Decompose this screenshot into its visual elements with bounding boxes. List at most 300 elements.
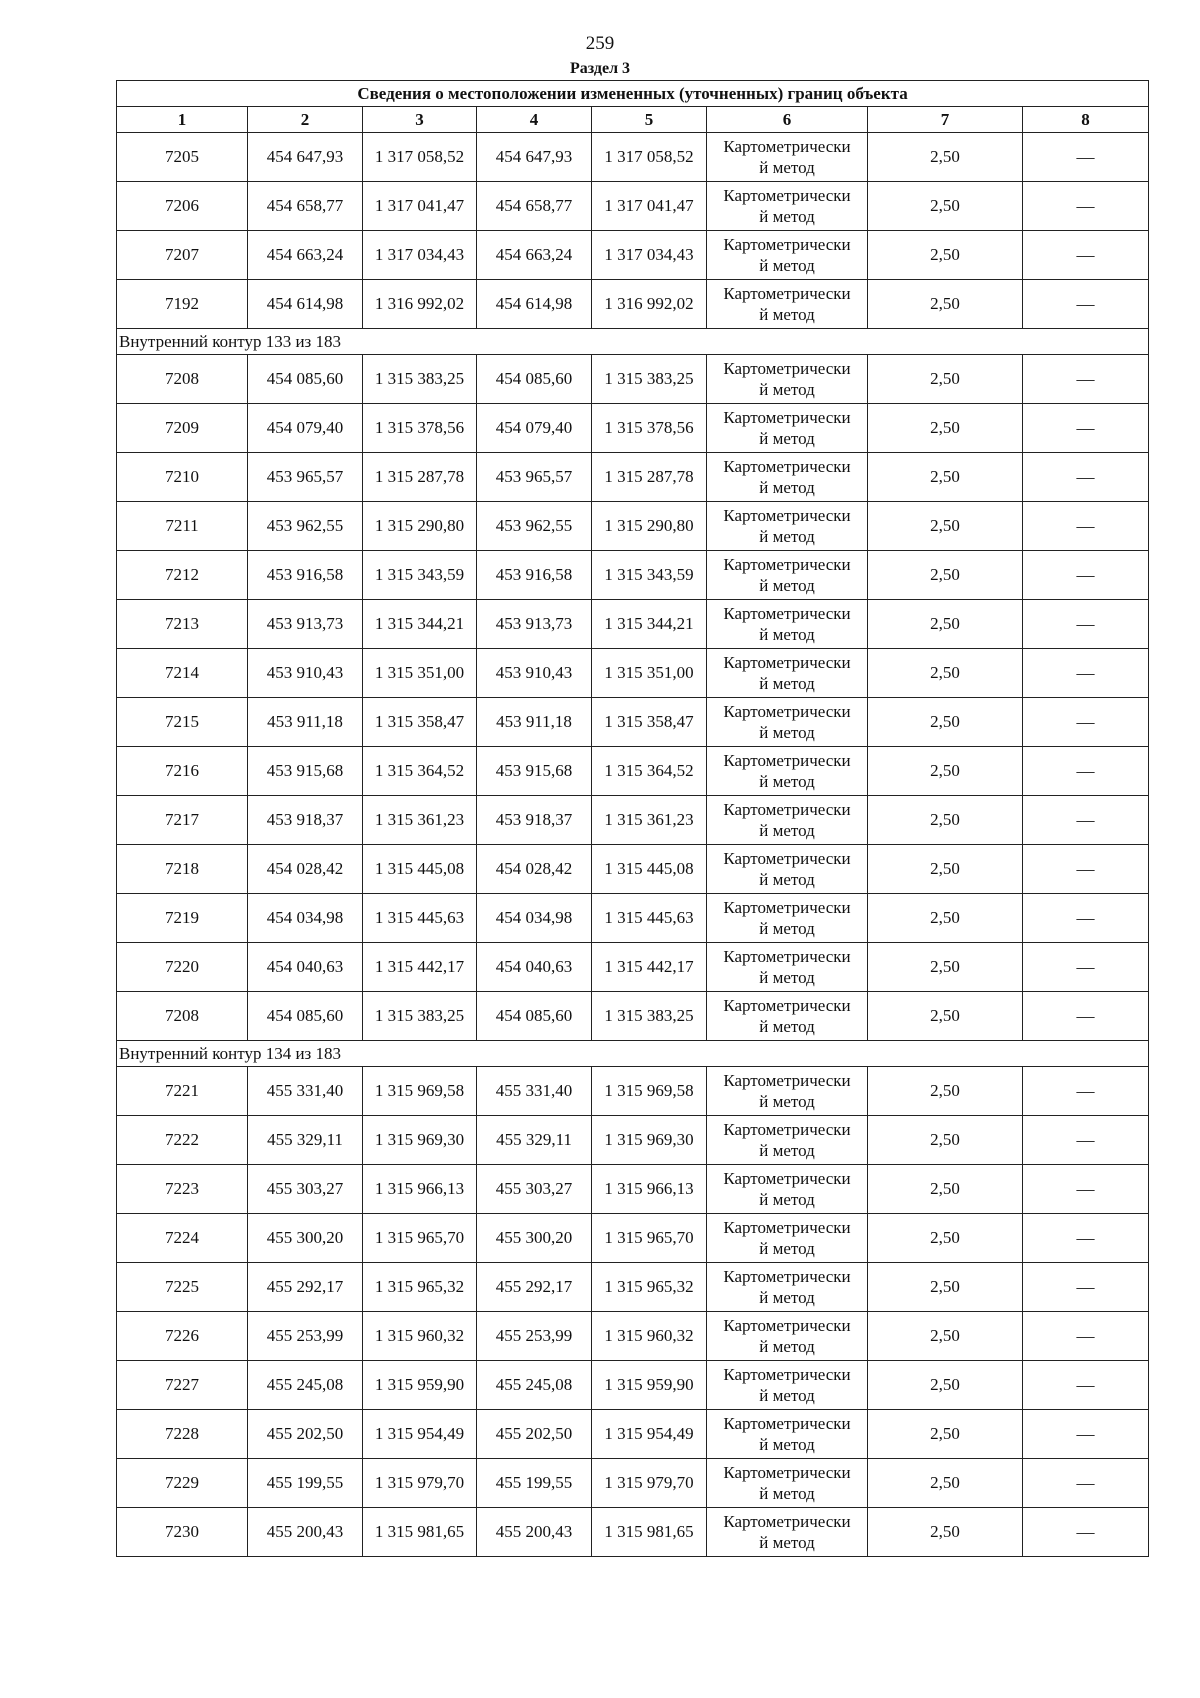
method-line-1: Картометрически [723,137,851,156]
method-cell [707,1263,868,1312]
point-id-cell: 7226 [117,1312,248,1361]
x-new-cell: 455 329,11 [477,1116,592,1165]
point-id-cell: 7219 [117,894,248,943]
y-old-cell: 1 316 992,02 [363,280,477,329]
method-line-2: й метод [759,1141,815,1160]
point-id-cell: 7222 [117,1116,248,1165]
table-row [117,1361,1149,1410]
method-line-2: й метод [759,870,815,889]
method-line-1: Картометрически [723,849,851,868]
accuracy-cell: 2,50 [868,698,1023,747]
accuracy-cell: 2,50 [868,502,1023,551]
point-id-cell: 7213 [117,600,248,649]
method-line-1: Картометрически [723,996,851,1015]
x-old-cell: 453 965,57 [248,453,363,502]
y-old-cell: 1 315 965,70 [363,1214,477,1263]
method-cell [707,231,868,280]
point-id-cell: 7228 [117,1410,248,1459]
point-id-cell: 7211 [117,502,248,551]
y-old-cell: 1 315 383,25 [363,992,477,1041]
note-cell: — [1023,845,1149,894]
method-cell [707,1361,868,1410]
method-line-1: Картометрически [723,1071,851,1090]
note-cell: — [1023,1263,1149,1312]
table-row [117,404,1149,453]
method-cell [707,1312,868,1361]
y-new-cell: 1 315 364,52 [592,747,707,796]
point-id-cell: 7206 [117,182,248,231]
note-cell: — [1023,1361,1149,1410]
x-new-cell: 454 034,98 [477,894,592,943]
x-old-cell: 454 079,40 [248,404,363,453]
method-line-1: Картометрически [723,359,851,378]
method-line-1: Картометрически [723,1169,851,1188]
accuracy-cell: 2,50 [868,1361,1023,1410]
method-cell [707,1214,868,1263]
coordinates-table [116,80,1149,1557]
method-cell [707,698,868,747]
page-number: 259 [585,33,615,54]
y-old-cell: 1 315 954,49 [363,1410,477,1459]
method-line-1: Картометрически [723,284,851,303]
y-old-cell: 1 315 965,32 [363,1263,477,1312]
method-cell [707,992,868,1041]
y-new-cell: 1 315 979,70 [592,1459,707,1508]
x-old-cell: 453 910,43 [248,649,363,698]
point-id-cell: 7225 [117,1263,248,1312]
x-new-cell: 454 079,40 [477,404,592,453]
note-cell: — [1023,453,1149,502]
method-line-2: й метод [759,772,815,791]
table-row [117,453,1149,502]
method-cell [707,894,868,943]
y-old-cell: 1 317 041,47 [363,182,477,231]
method-line-2: й метод [759,478,815,497]
accuracy-cell: 2,50 [868,1067,1023,1116]
method-line-1: Картометрически [723,653,851,672]
column-header: 2 [248,107,363,133]
table-caption: Сведения о местоположении измененных (уточненных) границ объекта [117,81,1149,107]
accuracy-cell: 2,50 [868,943,1023,992]
x-new-cell: 454 663,24 [477,231,592,280]
accuracy-cell: 2,50 [868,992,1023,1041]
y-new-cell: 1 315 981,65 [592,1508,707,1557]
x-new-cell: 453 911,18 [477,698,592,747]
note-cell: — [1023,796,1149,845]
method-cell [707,1067,868,1116]
y-new-cell: 1 315 358,47 [592,698,707,747]
method-line-1: Картометрически [723,1414,851,1433]
accuracy-cell: 2,50 [868,1410,1023,1459]
point-id-cell: 7192 [117,280,248,329]
method-cell [707,1116,868,1165]
x-new-cell: 454 028,42 [477,845,592,894]
x-old-cell: 454 663,24 [248,231,363,280]
accuracy-cell: 2,50 [868,1508,1023,1557]
x-new-cell: 455 199,55 [477,1459,592,1508]
method-line-1: Картометрически [723,1120,851,1139]
method-line-2: й метод [759,1533,815,1552]
method-cell [707,845,868,894]
y-old-cell: 1 317 058,52 [363,133,477,182]
column-header: 3 [363,107,477,133]
column-header: 1 [117,107,248,133]
y-old-cell: 1 315 351,00 [363,649,477,698]
x-old-cell: 454 647,93 [248,133,363,182]
method-cell [707,355,868,404]
note-cell: — [1023,747,1149,796]
point-id-cell: 7208 [117,355,248,404]
note-cell: — [1023,182,1149,231]
y-old-cell: 1 315 343,59 [363,551,477,600]
method-cell [707,649,868,698]
point-id-cell: 7230 [117,1508,248,1557]
method-line-2: й метод [759,968,815,987]
table-row [117,649,1149,698]
x-old-cell: 455 200,43 [248,1508,363,1557]
x-new-cell: 453 915,68 [477,747,592,796]
accuracy-cell: 2,50 [868,845,1023,894]
accuracy-cell: 2,50 [868,1165,1023,1214]
x-old-cell: 453 962,55 [248,502,363,551]
point-id-cell: 7227 [117,1361,248,1410]
y-old-cell: 1 315 383,25 [363,355,477,404]
table-row [117,747,1149,796]
y-old-cell: 1 315 287,78 [363,453,477,502]
x-old-cell: 454 085,60 [248,992,363,1041]
method-line-2: й метод [759,1092,815,1111]
column-header: 5 [592,107,707,133]
note-cell: — [1023,649,1149,698]
y-new-cell: 1 315 383,25 [592,992,707,1041]
method-line-1: Картометрически [723,408,851,427]
point-id-cell: 7214 [117,649,248,698]
method-line-1: Картометрически [723,1218,851,1237]
column-header-row [117,107,1149,133]
method-line-1: Картометрически [723,186,851,205]
x-new-cell: 454 614,98 [477,280,592,329]
y-old-cell: 1 315 364,52 [363,747,477,796]
y-old-cell: 1 315 959,90 [363,1361,477,1410]
x-new-cell: 455 300,20 [477,1214,592,1263]
method-line-1: Картометрически [723,1365,851,1384]
accuracy-cell: 2,50 [868,182,1023,231]
note-cell: — [1023,355,1149,404]
x-new-cell: 455 253,99 [477,1312,592,1361]
point-id-cell: 7205 [117,133,248,182]
accuracy-cell: 2,50 [868,280,1023,329]
method-line-2: й метод [759,576,815,595]
column-header: 8 [1023,107,1149,133]
accuracy-cell: 2,50 [868,747,1023,796]
x-old-cell: 455 202,50 [248,1410,363,1459]
y-old-cell: 1 315 969,30 [363,1116,477,1165]
method-cell [707,943,868,992]
y-old-cell: 1 315 981,65 [363,1508,477,1557]
method-cell [707,404,868,453]
method-line-1: Картометрически [723,555,851,574]
accuracy-cell: 2,50 [868,1116,1023,1165]
note-cell: — [1023,1067,1149,1116]
x-new-cell: 454 658,77 [477,182,592,231]
note-cell: — [1023,698,1149,747]
y-new-cell: 1 315 966,13 [592,1165,707,1214]
x-new-cell: 454 085,60 [477,992,592,1041]
table-row [117,1312,1149,1361]
method-cell [707,182,868,231]
table-row [117,133,1149,182]
x-old-cell: 453 915,68 [248,747,363,796]
accuracy-cell: 2,50 [868,551,1023,600]
table-row [117,1165,1149,1214]
note-cell: — [1023,600,1149,649]
y-new-cell: 1 315 959,90 [592,1361,707,1410]
method-line-1: Картометрически [723,947,851,966]
y-old-cell: 1 315 442,17 [363,943,477,992]
y-old-cell: 1 315 344,21 [363,600,477,649]
x-new-cell: 454 040,63 [477,943,592,992]
point-id-cell: 7220 [117,943,248,992]
x-new-cell: 454 085,60 [477,355,592,404]
y-old-cell: 1 315 960,32 [363,1312,477,1361]
method-cell [707,600,868,649]
y-new-cell: 1 315 383,25 [592,355,707,404]
point-id-cell: 7223 [117,1165,248,1214]
x-old-cell: 454 034,98 [248,894,363,943]
method-line-1: Картометрически [723,506,851,525]
x-new-cell: 453 962,55 [477,502,592,551]
x-old-cell: 453 913,73 [248,600,363,649]
x-old-cell: 455 199,55 [248,1459,363,1508]
table-row [117,992,1149,1041]
x-new-cell: 453 913,73 [477,600,592,649]
method-line-1: Картометрически [723,898,851,917]
method-cell [707,551,868,600]
y-new-cell: 1 315 969,58 [592,1067,707,1116]
x-old-cell: 454 028,42 [248,845,363,894]
table-row [117,600,1149,649]
note-cell: — [1023,280,1149,329]
accuracy-cell: 2,50 [868,649,1023,698]
contour-label: Внутренний контур 134 из 183 [117,1041,1149,1067]
y-new-cell: 1 315 445,63 [592,894,707,943]
contour-row [117,1041,1149,1067]
table-row [117,943,1149,992]
y-new-cell: 1 315 969,30 [592,1116,707,1165]
x-new-cell: 455 202,50 [477,1410,592,1459]
method-line-2: й метод [759,1484,815,1503]
x-old-cell: 455 329,11 [248,1116,363,1165]
x-old-cell: 455 303,27 [248,1165,363,1214]
point-id-cell: 7229 [117,1459,248,1508]
method-line-1: Картометрически [723,800,851,819]
x-new-cell: 455 245,08 [477,1361,592,1410]
y-new-cell: 1 315 378,56 [592,404,707,453]
y-new-cell: 1 317 034,43 [592,231,707,280]
note-cell: — [1023,551,1149,600]
y-new-cell: 1 315 965,70 [592,1214,707,1263]
method-cell [707,502,868,551]
point-id-cell: 7209 [117,404,248,453]
note-cell: — [1023,943,1149,992]
table-row [117,182,1149,231]
x-old-cell: 455 331,40 [248,1067,363,1116]
method-line-2: й метод [759,207,815,226]
method-line-2: й метод [759,821,815,840]
accuracy-cell: 2,50 [868,1263,1023,1312]
x-old-cell: 454 614,98 [248,280,363,329]
method-line-1: Картометрически [723,702,851,721]
y-old-cell: 1 315 361,23 [363,796,477,845]
method-line-1: Картометрически [723,604,851,623]
method-line-2: й метод [759,1386,815,1405]
method-cell [707,1508,868,1557]
method-line-1: Картометрически [723,1267,851,1286]
method-line-2: й метод [759,1337,815,1356]
method-line-2: й метод [759,429,815,448]
x-new-cell: 453 916,58 [477,551,592,600]
method-line-2: й метод [759,625,815,644]
method-line-1: Картометрически [723,1512,851,1531]
note-cell: — [1023,133,1149,182]
note-cell: — [1023,1410,1149,1459]
x-new-cell: 453 910,43 [477,649,592,698]
point-id-cell: 7218 [117,845,248,894]
method-line-2: й метод [759,1190,815,1209]
method-cell [707,133,868,182]
y-old-cell: 1 315 966,13 [363,1165,477,1214]
table-row [117,796,1149,845]
accuracy-cell: 2,50 [868,796,1023,845]
method-line-2: й метод [759,256,815,275]
method-line-1: Картометрически [723,751,851,770]
note-cell: — [1023,502,1149,551]
note-cell: — [1023,1165,1149,1214]
method-cell [707,747,868,796]
method-line-2: й метод [759,1239,815,1258]
x-new-cell: 455 331,40 [477,1067,592,1116]
note-cell: — [1023,1459,1149,1508]
x-old-cell: 453 916,58 [248,551,363,600]
table-row [117,1263,1149,1312]
table-row [117,502,1149,551]
method-cell [707,453,868,502]
accuracy-cell: 2,50 [868,453,1023,502]
contour-row [117,329,1149,355]
x-new-cell: 455 200,43 [477,1508,592,1557]
point-id-cell: 7210 [117,453,248,502]
table-row [117,231,1149,280]
y-old-cell: 1 315 378,56 [363,404,477,453]
note-cell: — [1023,231,1149,280]
table-row [117,280,1149,329]
accuracy-cell: 2,50 [868,600,1023,649]
y-new-cell: 1 315 445,08 [592,845,707,894]
method-line-2: й метод [759,1017,815,1036]
x-new-cell: 454 647,93 [477,133,592,182]
y-new-cell: 1 315 344,21 [592,600,707,649]
note-cell: — [1023,1214,1149,1263]
method-line-2: й метод [759,919,815,938]
x-old-cell: 455 245,08 [248,1361,363,1410]
table-row [117,1508,1149,1557]
point-id-cell: 7215 [117,698,248,747]
table-row [117,1116,1149,1165]
y-new-cell: 1 316 992,02 [592,280,707,329]
x-old-cell: 455 253,99 [248,1312,363,1361]
method-cell [707,1165,868,1214]
y-new-cell: 1 317 041,47 [592,182,707,231]
contour-label: Внутренний контур 133 из 183 [117,329,1149,355]
y-new-cell: 1 315 343,59 [592,551,707,600]
point-id-cell: 7216 [117,747,248,796]
accuracy-cell: 2,50 [868,894,1023,943]
table-row [117,355,1149,404]
table-row [117,1067,1149,1116]
method-line-2: й метод [759,158,815,177]
x-old-cell: 455 292,17 [248,1263,363,1312]
table-row [117,551,1149,600]
y-new-cell: 1 315 960,32 [592,1312,707,1361]
note-cell: — [1023,404,1149,453]
x-old-cell: 453 918,37 [248,796,363,845]
x-old-cell: 454 040,63 [248,943,363,992]
x-old-cell: 453 911,18 [248,698,363,747]
table-row [117,1459,1149,1508]
x-new-cell: 453 965,57 [477,453,592,502]
accuracy-cell: 2,50 [868,355,1023,404]
y-old-cell: 1 315 445,63 [363,894,477,943]
point-id-cell: 7224 [117,1214,248,1263]
y-old-cell: 1 315 445,08 [363,845,477,894]
y-old-cell: 1 315 290,80 [363,502,477,551]
method-line-2: й метод [759,305,815,324]
method-line-1: Картометрически [723,1463,851,1482]
y-new-cell: 1 315 361,23 [592,796,707,845]
y-new-cell: 1 317 058,52 [592,133,707,182]
note-cell: — [1023,1312,1149,1361]
method-line-2: й метод [759,723,815,742]
table-row [117,1410,1149,1459]
accuracy-cell: 2,50 [868,1459,1023,1508]
y-old-cell: 1 315 358,47 [363,698,477,747]
note-cell: — [1023,1116,1149,1165]
accuracy-cell: 2,50 [868,1312,1023,1361]
y-old-cell: 1 315 969,58 [363,1067,477,1116]
accuracy-cell: 2,50 [868,1214,1023,1263]
column-header: 4 [477,107,592,133]
table-row [117,698,1149,747]
method-cell [707,1410,868,1459]
note-cell: — [1023,1508,1149,1557]
method-line-1: Картометрически [723,457,851,476]
x-old-cell: 454 658,77 [248,182,363,231]
method-line-2: й метод [759,1435,815,1454]
method-cell [707,280,868,329]
point-id-cell: 7221 [117,1067,248,1116]
table-row [117,1214,1149,1263]
accuracy-cell: 2,50 [868,231,1023,280]
y-old-cell: 1 315 979,70 [363,1459,477,1508]
method-line-1: Картометрически [723,235,851,254]
y-new-cell: 1 315 351,00 [592,649,707,698]
y-old-cell: 1 317 034,43 [363,231,477,280]
y-new-cell: 1 315 287,78 [592,453,707,502]
column-header: 6 [707,107,868,133]
method-cell [707,1459,868,1508]
point-id-cell: 7207 [117,231,248,280]
method-line-1: Картометрически [723,1316,851,1335]
